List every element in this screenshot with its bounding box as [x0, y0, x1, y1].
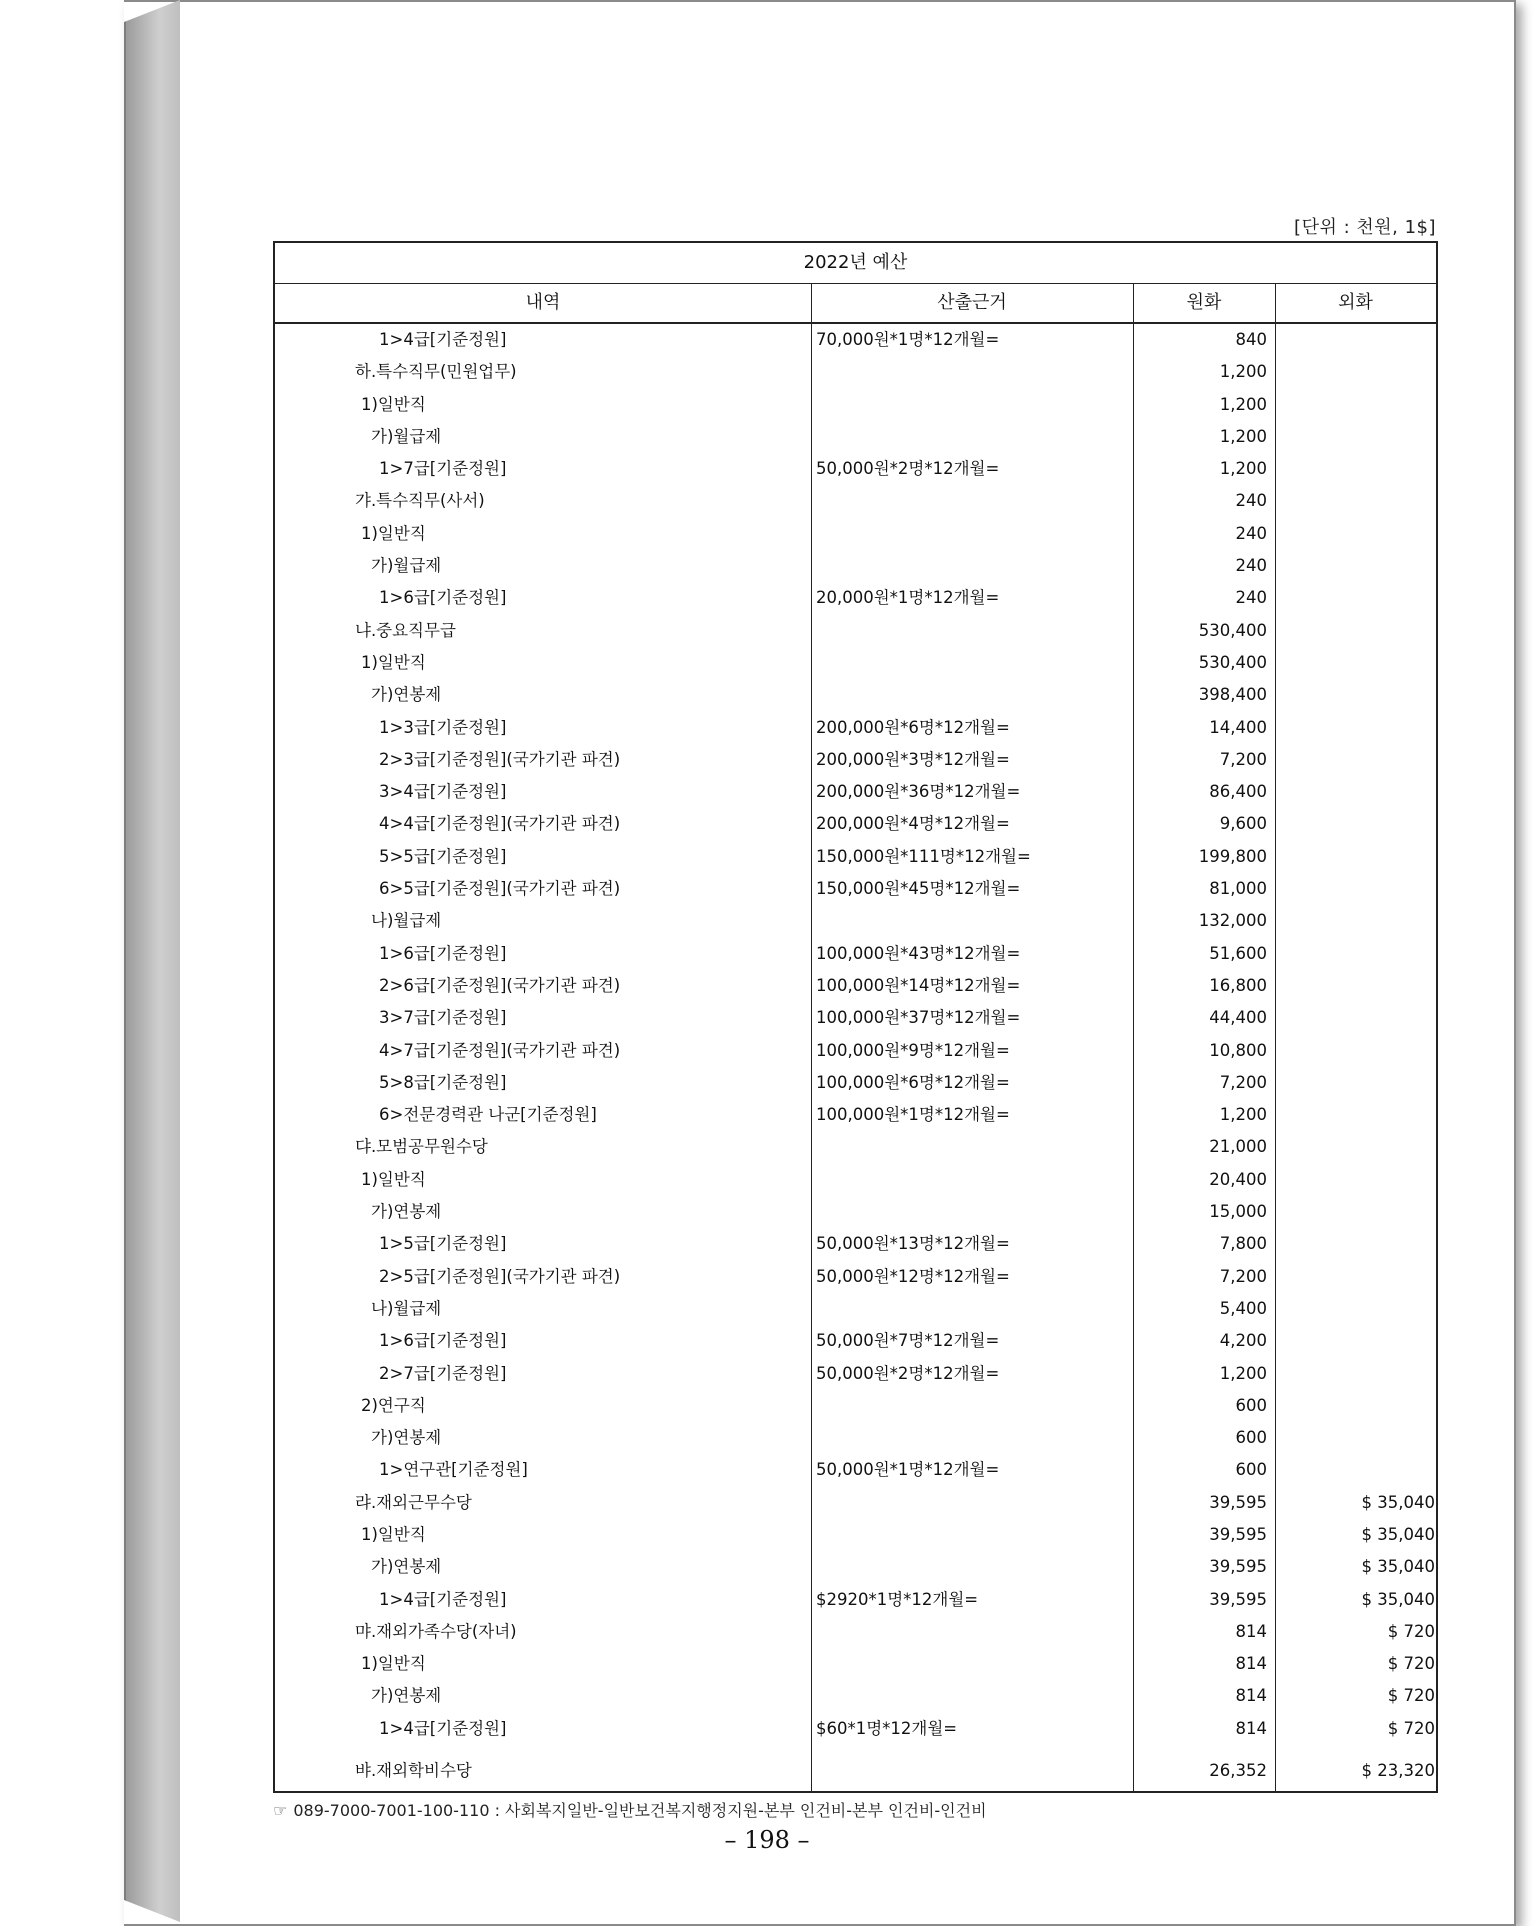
krw-cell: 10,800	[1209, 1040, 1267, 1060]
table-row	[275, 1680, 1436, 1712]
fx-cell: $ 23,320	[1361, 1761, 1435, 1781]
table-row	[275, 1584, 1436, 1616]
table-row	[275, 808, 1436, 840]
basis-cell: 100,000원*37명*12개월=	[816, 1008, 1021, 1028]
krw-cell: 814	[1235, 1718, 1267, 1738]
krw-cell: 600	[1235, 1460, 1267, 1480]
item-cell: 1>4급[기준정원]	[379, 1589, 507, 1609]
fx-cell: $ 720	[1387, 1621, 1435, 1641]
krw-cell: 7,200	[1219, 1266, 1267, 1286]
item-cell: 3>7급[기준정원]	[379, 1008, 507, 1028]
table-row	[275, 550, 1436, 582]
item-cell: 5>8급[기준정원]	[379, 1072, 507, 1092]
table-row	[275, 1164, 1436, 1196]
basis-cell: $2920*1명*12개월=	[816, 1589, 979, 1609]
krw-cell: 16,800	[1209, 975, 1267, 995]
table-row	[275, 1358, 1436, 1390]
item-cell: 먀.재외가족수당(자녀)	[355, 1621, 517, 1641]
basis-cell: 100,000원*14명*12개월=	[816, 975, 1021, 995]
basis-cell: 100,000원*9명*12개월=	[816, 1040, 1010, 1060]
krw-cell: 530,400	[1198, 652, 1267, 672]
basis-cell: $60*1명*12개월=	[816, 1718, 958, 1738]
table-row	[275, 356, 1436, 388]
fx-cell: $ 720	[1387, 1718, 1435, 1738]
table-row	[275, 324, 1436, 356]
table-row	[275, 1390, 1436, 1422]
item-cell: 1)일반직	[361, 523, 426, 543]
table-row	[275, 1196, 1436, 1228]
header-basis: 산출근거	[937, 292, 1007, 313]
table-row	[275, 1099, 1436, 1131]
table-row	[275, 1616, 1436, 1648]
item-cell: 뱌.재외학비수당	[355, 1761, 472, 1781]
item-cell: 1)일반직	[361, 1524, 426, 1544]
item-cell: 가)연봉제	[371, 1686, 442, 1706]
table-row	[275, 1325, 1436, 1357]
header-krw: 원화	[1186, 292, 1222, 313]
item-cell: 1>5급[기준정원]	[379, 1234, 507, 1254]
table-row	[275, 1519, 1436, 1551]
basis-cell: 100,000원*43명*12개월=	[816, 943, 1021, 963]
krw-cell: 44,400	[1209, 1008, 1267, 1028]
item-cell: 1)일반직	[361, 1654, 426, 1674]
item-cell: 2)연구직	[361, 1395, 426, 1415]
table-title: 2022년 예산	[275, 243, 1436, 284]
table-row	[275, 938, 1436, 970]
table-row	[275, 1002, 1436, 1034]
krw-cell: 1,200	[1219, 426, 1267, 446]
item-cell: 5>5급[기준정원]	[379, 846, 507, 866]
krw-cell: 4,200	[1219, 1331, 1267, 1351]
unit-label: [단위 : 천원, 1$]	[1294, 217, 1436, 238]
basis-cell: 50,000원*12명*12개월=	[816, 1266, 1010, 1286]
table-row	[275, 453, 1436, 485]
krw-cell: 9,600	[1219, 814, 1267, 834]
item-cell: 2>7급[기준정원]	[379, 1363, 507, 1383]
krw-cell: 21,000	[1209, 1137, 1267, 1157]
item-cell: 1>6급[기준정원]	[379, 588, 507, 608]
krw-cell: 39,595	[1209, 1557, 1267, 1577]
krw-cell: 240	[1235, 523, 1267, 543]
item-cell: 4>4급[기준정원](국가기관 파견)	[379, 814, 621, 834]
krw-cell: 7,200	[1219, 1072, 1267, 1092]
krw-cell: 7,200	[1219, 749, 1267, 769]
table-row	[275, 744, 1436, 776]
fx-cell: $ 35,040	[1361, 1524, 1435, 1544]
krw-cell: 1,200	[1219, 1105, 1267, 1125]
book-binding-edge	[124, 0, 182, 1922]
item-cell: 3>4급[기준정원]	[379, 782, 507, 802]
item-cell: 갸.특수직무(사서)	[355, 491, 485, 511]
footnote-text: 089-7000-7001-100-110 : 사회복지일반-일반보건복지행정지원-본부 인건비-본부 인건비-인건비	[293, 1801, 987, 1820]
fx-cell: $ 35,040	[1361, 1492, 1435, 1512]
table-row	[275, 1648, 1436, 1680]
table-body	[275, 324, 1436, 1787]
table-row	[275, 1228, 1436, 1260]
table-row	[275, 1422, 1436, 1454]
basis-cell: 150,000원*45명*12개월=	[816, 879, 1021, 899]
basis-cell: 200,000원*36명*12개월=	[816, 782, 1021, 802]
krw-cell: 26,352	[1209, 1761, 1267, 1781]
table-row	[275, 970, 1436, 1002]
item-cell: 1>7급[기준정원]	[379, 459, 507, 479]
table-row	[275, 615, 1436, 647]
krw-cell: 600	[1235, 1395, 1267, 1415]
krw-cell: 199,800	[1198, 846, 1267, 866]
basis-cell: 70,000원*1명*12개월=	[816, 330, 1000, 349]
table-row	[275, 485, 1436, 517]
table-row	[275, 518, 1436, 550]
krw-cell: 1,200	[1219, 394, 1267, 414]
krw-cell: 86,400	[1209, 782, 1267, 802]
item-cell: 나)월급제	[371, 911, 442, 931]
krw-cell: 600	[1235, 1428, 1267, 1448]
item-cell: 1>3급[기준정원]	[379, 717, 507, 737]
item-cell: 하.특수직무(민원업무)	[355, 362, 517, 382]
table-row	[275, 1713, 1436, 1745]
table-row	[275, 905, 1436, 937]
krw-cell: 1,200	[1219, 1363, 1267, 1383]
krw-cell: 240	[1235, 491, 1267, 511]
fx-cell: $ 720	[1387, 1686, 1435, 1706]
basis-cell: 50,000원*2명*12개월=	[816, 1363, 1000, 1383]
krw-cell: 7,800	[1219, 1234, 1267, 1254]
table-row	[275, 776, 1436, 808]
item-cell: 1>6급[기준정원]	[379, 1331, 507, 1351]
table-row	[275, 1067, 1436, 1099]
item-cell: 나)월급제	[371, 1298, 442, 1318]
krw-cell: 398,400	[1198, 685, 1267, 705]
pointing-hand-icon: ☞	[273, 1801, 288, 1820]
krw-cell: 240	[1235, 556, 1267, 576]
table-row	[275, 1035, 1436, 1067]
budget-table	[273, 241, 1438, 1793]
table-row	[275, 389, 1436, 421]
basis-cell: 200,000원*4명*12개월=	[816, 814, 1010, 834]
basis-cell: 50,000원*1명*12개월=	[816, 1460, 1000, 1480]
krw-cell: 39,595	[1209, 1524, 1267, 1544]
basis-cell: 50,000원*2명*12개월=	[816, 459, 1000, 479]
item-cell: 가)연봉제	[371, 1557, 442, 1577]
krw-cell: 840	[1235, 330, 1267, 349]
basis-cell: 200,000원*3명*12개월=	[816, 749, 1010, 769]
item-cell: 댜.모범공무원수당	[355, 1137, 488, 1157]
table-row	[275, 1261, 1436, 1293]
table-row	[275, 1551, 1436, 1583]
basis-cell: 50,000원*13명*12개월=	[816, 1234, 1010, 1254]
table-row	[275, 841, 1436, 873]
table-row	[275, 679, 1436, 711]
table-row	[275, 582, 1436, 614]
krw-cell: 5,400	[1219, 1298, 1267, 1318]
krw-cell: 1,200	[1219, 362, 1267, 382]
krw-cell: 14,400	[1209, 717, 1267, 737]
table-row	[275, 873, 1436, 905]
krw-cell: 15,000	[1209, 1202, 1267, 1222]
krw-cell: 240	[1235, 588, 1267, 608]
item-cell: 가)연봉제	[371, 1428, 442, 1448]
krw-cell: 814	[1235, 1654, 1267, 1674]
table-row	[275, 1454, 1436, 1486]
basis-cell: 100,000원*1명*12개월=	[816, 1105, 1010, 1125]
table-row	[275, 1755, 1436, 1787]
item-cell: 랴.재외근무수당	[355, 1492, 472, 1512]
item-cell: 6>5급[기준정원](국가기관 파견)	[379, 879, 621, 899]
header-item: 내역	[525, 292, 561, 313]
item-cell: 가)월급제	[371, 556, 442, 576]
krw-cell: 81,000	[1209, 879, 1267, 899]
fx-cell: $ 35,040	[1361, 1557, 1435, 1577]
item-cell: 냐.중요직무급	[355, 620, 456, 640]
krw-cell: 1,200	[1219, 459, 1267, 479]
item-cell: 6>전문경력관 나군[기준정원]	[379, 1105, 597, 1125]
item-cell: 가)월급제	[371, 426, 442, 446]
fx-cell: $ 720	[1387, 1654, 1435, 1674]
table-row	[275, 647, 1436, 679]
item-cell: 2>3급[기준정원](국가기관 파견)	[379, 749, 621, 769]
krw-cell: 530,400	[1198, 620, 1267, 640]
krw-cell: 132,000	[1198, 911, 1267, 931]
table-row	[275, 1293, 1436, 1325]
krw-cell: 20,400	[1209, 1169, 1267, 1189]
page-number: – 198 –	[724, 1826, 810, 1854]
krw-cell: 39,595	[1209, 1589, 1267, 1609]
item-cell: 1>4급[기준정원]	[379, 330, 507, 349]
table-row	[275, 1487, 1436, 1519]
table-header-row	[275, 283, 1436, 324]
item-cell: 1>연구관[기준정원]	[379, 1460, 528, 1480]
item-cell: 1>6급[기준정원]	[379, 943, 507, 963]
item-cell: 4>7급[기준정원](국가기관 파견)	[379, 1040, 621, 1060]
item-cell: 1)일반직	[361, 652, 426, 672]
basis-cell: 50,000원*7명*12개월=	[816, 1331, 1000, 1351]
item-cell: 가)연봉제	[371, 685, 442, 705]
basis-cell: 150,000원*111명*12개월=	[816, 846, 1031, 866]
table-row	[275, 421, 1436, 453]
table-row	[275, 1131, 1436, 1163]
item-cell: 2>5급[기준정원](국가기관 파견)	[379, 1266, 621, 1286]
krw-cell: 51,600	[1209, 943, 1267, 963]
basis-cell: 100,000원*6명*12개월=	[816, 1072, 1010, 1092]
item-cell: 가)연봉제	[371, 1202, 442, 1222]
krw-cell: 814	[1235, 1686, 1267, 1706]
krw-cell: 814	[1235, 1621, 1267, 1641]
krw-cell: 39,595	[1209, 1492, 1267, 1512]
item-cell: 1)일반직	[361, 394, 426, 414]
item-cell: 1)일반직	[361, 1169, 426, 1189]
item-cell: 1>4급[기준정원]	[379, 1718, 507, 1738]
basis-cell: 20,000원*1명*12개월=	[816, 588, 1000, 608]
fx-cell: $ 35,040	[1361, 1589, 1435, 1609]
header-fx: 외화	[1338, 292, 1373, 313]
item-cell: 2>6급[기준정원](국가기관 파견)	[379, 975, 621, 995]
footnote	[273, 1798, 987, 1821]
table-row	[275, 712, 1436, 744]
basis-cell: 200,000원*6명*12개월=	[816, 717, 1010, 737]
